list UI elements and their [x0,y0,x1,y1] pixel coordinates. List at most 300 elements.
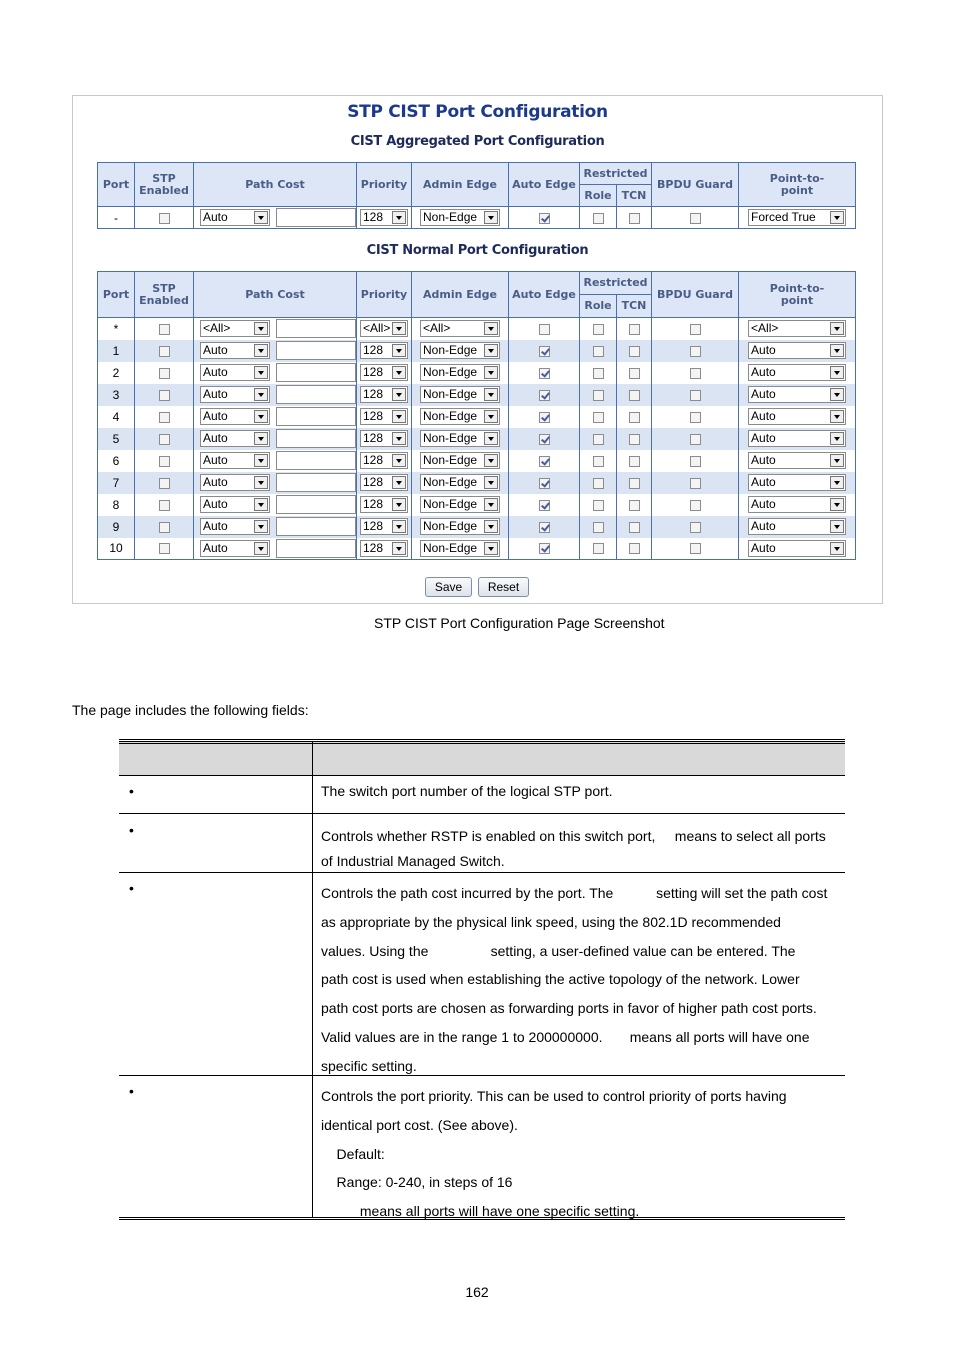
point-to-point-select-value: Auto [751,475,776,489]
col-port: Port [98,163,135,207]
chevron-down-icon[interactable] [392,410,406,423]
restricted-tcn-checkbox[interactable] [629,368,640,379]
priority-cell [357,538,412,560]
aggregated-section-title: CIST Aggregated Port Configuration [350,134,605,149]
stp-enabled-checkbox[interactable] [159,346,170,357]
path-cost-cell [194,538,357,560]
bpdu-guard-checkbox[interactable] [690,522,701,533]
chevron-down-icon[interactable] [392,476,406,489]
priority-select[interactable] [360,342,408,359]
auto-edge-checkbox[interactable] [539,478,550,489]
bpdu-guard-checkbox[interactable] [690,434,701,445]
chevron-down-icon[interactable] [830,388,844,401]
restricted-tcn-checkbox[interactable] [629,543,640,554]
admin-edge-select-value: Non-Edge [423,387,478,401]
stp-enabled-checkbox[interactable] [159,500,170,511]
table-row [98,494,856,516]
restricted-tcn-checkbox[interactable] [629,434,640,445]
priority-select-value: 128 [363,365,384,379]
col-admin-edge: Admin Edge [412,272,509,318]
priority-cell [357,340,412,362]
admin-edge-select[interactable] [420,408,500,425]
auto-edge-checkbox[interactable] [539,543,550,554]
path-cost-input[interactable] [276,517,356,536]
point-to-point-cell [739,450,856,472]
restricted-tcn-checkbox[interactable] [629,500,640,511]
restricted-tcn-checkbox[interactable] [629,324,640,335]
table-row [98,318,856,340]
restricted-tcn-checkbox[interactable] [629,346,640,357]
chevron-down-icon[interactable] [392,432,406,445]
chevron-down-icon[interactable] [830,211,844,224]
admin-edge-select[interactable] [420,496,500,513]
path-cost-select[interactable] [200,320,270,337]
chevron-down-icon[interactable] [254,520,268,533]
chevron-down-icon[interactable] [392,520,406,533]
path-cost-input[interactable] [276,429,356,448]
stp-enabled-checkbox[interactable] [159,522,170,533]
admin-edge-cell [412,516,509,538]
path-cost-select-value: Auto [203,387,228,401]
restricted-tcn-checkbox[interactable] [629,390,640,401]
point-to-point-select-value: Auto [751,431,776,445]
stp-enabled-cell [135,362,194,384]
role-cell [580,384,617,406]
chevron-down-icon[interactable] [484,520,498,533]
restricted-role-checkbox[interactable] [593,324,604,335]
table-row [98,538,856,560]
chevron-down-icon[interactable] [392,388,406,401]
stp-enabled-checkbox[interactable] [159,412,170,423]
point-to-point-select[interactable] [748,518,846,535]
path-cost-select[interactable] [200,386,270,403]
path-cost-input[interactable] [276,363,356,382]
admin-edge-cell [412,406,509,428]
stp-enabled-cell [135,406,194,428]
priority-select[interactable] [360,430,408,447]
auto-edge-checkbox[interactable] [539,500,550,511]
admin-edge-cell [412,472,509,494]
chevron-down-icon[interactable] [254,211,268,224]
chevron-down-icon[interactable] [830,476,844,489]
restricted-role-checkbox[interactable] [593,346,604,357]
path-cost-input[interactable] [276,208,356,227]
tcn-cell [617,406,652,428]
tcn-cell [617,494,652,516]
chevron-down-icon[interactable] [484,366,498,379]
chevron-down-icon[interactable] [830,542,844,555]
point-to-point-select[interactable] [748,408,846,425]
description-line: The switch port number of the logical STP port. [321,783,613,799]
intro-text: The page includes the following fields: [72,702,309,718]
point-to-point-select[interactable] [748,496,846,513]
stp-enabled-checkbox[interactable] [159,213,170,224]
chevron-down-icon[interactable] [830,366,844,379]
field-description [313,873,845,1075]
bpdu-guard-cell [652,340,739,362]
reset-button[interactable]: Reset [478,577,529,597]
restricted-tcn-checkbox[interactable] [629,456,640,467]
port-number: 3 [112,387,120,402]
admin-edge-cell [412,450,509,472]
chevron-down-icon[interactable] [484,322,498,335]
stp-enabled-checkbox[interactable] [159,368,170,379]
table-row [98,384,856,406]
stp-enabled-cell [135,318,194,340]
bpdu-guard-checkbox[interactable] [690,543,701,554]
path-cost-select-value: Auto [203,409,228,423]
restricted-role-checkbox[interactable] [593,213,604,224]
restricted-role-checkbox[interactable] [593,434,604,445]
point-to-point-select[interactable] [748,209,846,226]
chevron-down-icon[interactable] [254,454,268,467]
bpdu-guard-checkbox[interactable] [690,213,701,224]
chevron-down-icon[interactable] [830,520,844,533]
bpdu-guard-checkbox[interactable] [690,456,701,467]
port-number: 1 [112,343,120,358]
col-tcn: TCN [617,295,652,318]
path-cost-input[interactable] [276,319,356,338]
auto-edge-checkbox[interactable] [539,324,550,335]
col-tcn: TCN [617,185,652,207]
auto-edge-checkbox[interactable] [539,213,550,224]
restricted-role-checkbox[interactable] [593,456,604,467]
admin-edge-select-value: Non-Edge [423,365,478,379]
stp-enabled-checkbox[interactable] [159,478,170,489]
priority-select[interactable] [360,452,408,469]
chevron-down-icon[interactable] [830,322,844,335]
col-stp-enabled: STP Enabled [135,163,194,207]
path-cost-select[interactable] [200,496,270,513]
path-cost-select-value: Auto [203,540,228,555]
chevron-down-icon[interactable] [484,454,498,467]
path-cost-cell [194,318,357,340]
priority-select-value: 128 [363,453,384,467]
priority-cell [357,472,412,494]
chevron-down-icon[interactable] [392,322,406,335]
port-number: 7 [112,475,120,490]
admin-edge-select[interactable] [420,364,500,381]
role-cell [580,428,617,450]
port-cell [98,450,135,472]
path-cost-select-value: Auto [203,365,228,379]
description-line: means all ports will have one specific setting. [321,1203,640,1220]
priority-select-value: 128 [363,409,384,423]
field-row [119,814,845,873]
auto-edge-checkbox[interactable] [539,522,550,533]
field-name-cell [119,776,313,813]
path-cost-select[interactable] [200,474,270,491]
priority-cell [357,450,412,472]
table-row [98,207,856,229]
description-line: path cost is used when establishing the active topology of the network. Lower [321,971,800,988]
chevron-down-icon[interactable] [830,432,844,445]
point-to-point-cell [739,318,856,340]
path-cost-input[interactable] [276,495,356,514]
point-to-point-select-value: Auto [751,497,776,511]
chevron-down-icon[interactable] [830,498,844,511]
point-to-point-select-value: Auto [751,343,776,357]
chevron-down-icon[interactable] [484,542,498,555]
bpdu-guard-checkbox[interactable] [690,500,701,511]
chevron-down-icon[interactable] [392,542,406,555]
path-cost-select-value: Auto [203,453,228,467]
port-cell [98,340,135,362]
tcn-cell [617,384,652,406]
path-cost-select[interactable] [200,518,270,535]
auto-edge-cell [509,428,580,450]
chevron-down-icon[interactable] [254,498,268,511]
priority-select[interactable] [360,386,408,403]
stp-enabled-checkbox[interactable] [159,543,170,554]
admin-edge-select[interactable] [420,430,500,447]
path-cost-select-value: Auto [203,519,228,533]
tcn-cell [617,340,652,362]
path-cost-select-value: Auto [203,497,228,511]
bpdu-guard-cell [652,384,739,406]
bpdu-guard-checkbox[interactable] [690,324,701,335]
chevron-down-icon[interactable] [484,498,498,511]
priority-select[interactable] [360,364,408,381]
table-row [98,472,856,494]
admin-edge-select[interactable] [420,320,500,337]
bpdu-guard-cell [652,494,739,516]
role-cell [580,450,617,472]
page-title: STP CIST Port Configuration [347,102,608,122]
port-number: 5 [112,431,120,446]
bpdu-guard-checkbox[interactable] [690,346,701,357]
admin-edge-select[interactable] [420,209,500,226]
table-row [98,406,856,428]
path-cost-select[interactable] [200,364,270,381]
path-cost-select[interactable] [200,408,270,425]
description-line: Default: [321,1145,385,1162]
auto-edge-checkbox[interactable] [539,434,550,445]
stp-enabled-cell [135,538,194,560]
field-name-cell [119,1076,313,1217]
chevron-down-icon[interactable] [392,211,406,224]
admin-edge-select[interactable] [420,474,500,491]
path-cost-select[interactable] [200,540,270,557]
chevron-down-icon[interactable] [254,432,268,445]
chevron-down-icon[interactable] [254,410,268,423]
admin-edge-select[interactable] [420,386,500,403]
admin-edge-select[interactable] [420,518,500,535]
figure-caption: STP CIST Port Configuration Page Screenshot [374,615,665,631]
path-cost-select[interactable] [200,209,270,226]
port-cell [98,516,135,538]
bpdu-guard-checkbox[interactable] [690,412,701,423]
bpdu-guard-checkbox[interactable] [690,478,701,489]
chevron-down-icon[interactable] [254,542,268,555]
auto-edge-checkbox[interactable] [539,368,550,379]
priority-select[interactable] [360,320,408,337]
point-to-point-select[interactable] [748,540,846,557]
admin-edge-select[interactable] [420,342,500,359]
point-to-point-cell [739,516,856,538]
admin-edge-cell [412,207,509,229]
admin-edge-cell [412,494,509,516]
priority-cell [357,494,412,516]
point-to-point-select[interactable] [748,320,846,337]
role-cell [580,472,617,494]
auto-edge-checkbox[interactable] [539,390,550,401]
auto-edge-cell [509,362,580,384]
path-cost-select[interactable] [200,452,270,469]
path-cost-cell [194,428,357,450]
stp-enabled-checkbox[interactable] [159,456,170,467]
restricted-role-checkbox[interactable] [593,500,604,511]
bpdu-guard-cell [652,472,739,494]
bullet-icon: • [129,1083,134,1099]
path-cost-select[interactable] [200,430,270,447]
point-to-point-select-value: Forced True [751,210,816,224]
path-cost-input[interactable] [276,451,356,470]
port-cell [98,384,135,406]
point-to-point-select[interactable] [748,452,846,469]
restricted-role-checkbox[interactable] [593,543,604,554]
restricted-role-checkbox[interactable] [593,368,604,379]
path-cost-select[interactable] [200,342,270,359]
chevron-down-icon[interactable] [254,476,268,489]
save-button[interactable]: Save [425,577,472,597]
point-to-point-select[interactable] [748,386,846,403]
chevron-down-icon[interactable] [484,388,498,401]
col-role: Role [580,295,617,318]
path-cost-input[interactable] [276,385,356,404]
tcn-cell [617,428,652,450]
priority-select[interactable] [360,496,408,513]
point-to-point-select[interactable] [748,342,846,359]
restricted-tcn-checkbox[interactable] [629,213,640,224]
admin-edge-select-value: Non-Edge [423,519,478,533]
port-cell [98,406,135,428]
priority-select[interactable] [360,408,408,425]
point-to-point-select[interactable] [748,364,846,381]
path-cost-select-value: Auto [203,343,228,357]
admin-edge-select-value: Non-Edge [423,210,478,224]
field-name-cell [119,873,313,1075]
chevron-down-icon[interactable] [830,454,844,467]
port-number: - [114,210,118,225]
role-cell [580,516,617,538]
role-cell [580,362,617,384]
col-point-to-point: Point-to-point [739,272,856,318]
chevron-down-icon[interactable] [392,498,406,511]
field-description [313,1076,845,1220]
auto-edge-checkbox[interactable] [539,456,550,467]
bpdu-guard-cell [652,207,739,229]
restricted-role-checkbox[interactable] [593,412,604,423]
field-name-cell [119,814,313,872]
stp-enabled-cell [135,516,194,538]
point-to-point-select[interactable] [748,474,846,491]
auto-edge-checkbox[interactable] [539,346,550,357]
col-priority: Priority [357,272,412,318]
path-cost-input[interactable] [276,539,356,558]
stp-enabled-checkbox[interactable] [159,324,170,335]
point-to-point-select[interactable] [748,430,846,447]
bpdu-guard-cell [652,406,739,428]
auto-edge-checkbox[interactable] [539,412,550,423]
priority-cell [357,516,412,538]
admin-edge-select-value: Non-Edge [423,343,478,357]
chevron-down-icon[interactable] [830,410,844,423]
port-cell [98,207,135,229]
chevron-down-icon[interactable] [254,322,268,335]
table-row [98,428,856,450]
chevron-down-icon[interactable] [254,366,268,379]
path-cost-cell [194,207,357,229]
path-cost-input[interactable] [276,407,356,426]
chevron-down-icon[interactable] [392,366,406,379]
chevron-down-icon[interactable] [392,344,406,357]
aggregated-port-table [97,162,856,229]
tcn-cell [617,207,652,229]
stp-enabled-checkbox[interactable] [159,390,170,401]
point-to-point-select-value: <All> [751,321,779,336]
port-number: 4 [112,409,120,424]
priority-select-value: 128 [363,497,384,511]
restricted-role-checkbox[interactable] [593,478,604,489]
restricted-tcn-checkbox[interactable] [629,478,640,489]
role-cell [580,318,617,340]
chevron-down-icon[interactable] [254,388,268,401]
path-cost-input[interactable] [276,473,356,492]
path-cost-cell [194,516,357,538]
path-cost-cell [194,362,357,384]
chevron-down-icon[interactable] [392,454,406,467]
priority-select-value: 128 [363,210,384,224]
normal-port-table [97,271,856,560]
priority-select[interactable] [360,518,408,535]
restricted-tcn-checkbox[interactable] [629,412,640,423]
bpdu-guard-checkbox[interactable] [690,368,701,379]
fields-table [119,739,845,1220]
restricted-tcn-checkbox[interactable] [629,522,640,533]
chevron-down-icon[interactable] [484,476,498,489]
chevron-down-icon[interactable] [484,410,498,423]
admin-edge-select[interactable] [420,452,500,469]
chevron-down-icon[interactable] [484,211,498,224]
description-line: Controls the path cost incurred by the port. The setting will set the path cost [321,885,828,901]
restricted-role-checkbox[interactable] [593,522,604,533]
col-path-cost: Path Cost [194,272,357,318]
description-line: of Industrial Managed Switch. [321,853,505,869]
chevron-down-icon[interactable] [254,344,268,357]
restricted-role-checkbox[interactable] [593,390,604,401]
priority-select[interactable] [360,209,408,226]
chevron-down-icon[interactable] [484,432,498,445]
admin-edge-select[interactable] [420,540,500,557]
priority-select[interactable] [360,474,408,491]
page-number: 162 [465,1284,489,1300]
priority-select-value: 128 [363,387,384,401]
table-row [98,516,856,538]
point-to-point-cell [739,384,856,406]
stp-enabled-checkbox[interactable] [159,434,170,445]
admin-edge-select-value: Non-Edge [423,431,478,445]
path-cost-cell [194,450,357,472]
chevron-down-icon[interactable] [830,344,844,357]
path-cost-cell [194,472,357,494]
priority-select[interactable] [360,540,408,557]
path-cost-input[interactable] [276,341,356,360]
chevron-down-icon[interactable] [484,344,498,357]
bpdu-guard-checkbox[interactable] [690,390,701,401]
port-number: * [113,321,119,336]
point-to-point-select-value: Auto [751,365,776,379]
